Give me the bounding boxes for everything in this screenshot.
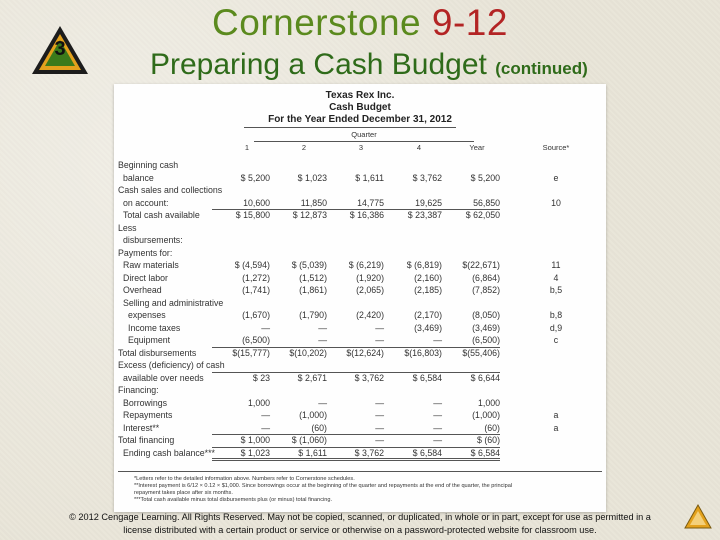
row-value: $ 6,584 [412,372,442,383]
subtotal-rule [384,447,442,448]
row-label: on account: [123,197,169,208]
subtotal-rule [442,209,500,210]
next-slide-arrow-icon[interactable] [684,504,712,530]
row-value: — [375,397,384,408]
row-label: Financing: [118,385,159,395]
row-value: $ (60) [477,435,500,445]
row-value: 1,000 [247,397,270,408]
row-value: $ 1,611 [355,172,384,183]
row-value: (6,864) [472,272,500,283]
row-value: — [433,397,442,408]
row-value: $ 6,584 [470,447,500,458]
row-value: $ 62,050 [465,210,500,220]
row-source: e [553,172,559,183]
row-value: 11,850 [300,197,327,208]
row-value: (1,741) [242,285,270,295]
row-value: 19,625 [415,197,442,208]
quarter-rule-bottom [254,141,474,142]
row-label: Interest** [123,422,160,433]
row-label: Ending cash balance*** [123,447,215,458]
row-value: (3,469) [414,322,442,333]
subtotal-rule [442,372,500,373]
total-double-rule [384,458,442,461]
subtotal-rule [326,347,384,348]
row-label: balance [123,172,154,183]
row-value: — [261,422,270,433]
row-value: (60) [484,422,500,433]
row-source: b,5 [549,285,563,295]
row-value: — [318,322,327,333]
row-value: $ 1,023 [297,172,327,183]
subtotal-rule [442,447,500,448]
slide-title: Cornerstone 9-12 [212,2,508,43]
row-label: Total disbursements [118,347,197,358]
footnote-1: *Letters refer to the detailed information above. Numbers refer to Cornerstone schedules. [134,476,355,482]
row-value: $ 6,644 [470,372,500,383]
row-value: $(15,777) [232,347,270,358]
subtotal-rule [212,209,270,210]
row-label: Equipment [128,335,171,345]
subtotal-rule [384,372,442,373]
column-header: 4 [416,143,422,152]
subtotal-rule [326,372,384,373]
row-label: Total cash available [123,210,200,220]
row-value: — [375,335,384,345]
subtotal-rule [442,347,500,348]
row-value: $ 1,611 [298,447,327,458]
row-value: (3,469) [472,322,500,333]
row-label: disbursements: [123,235,183,245]
row-value: — [261,410,270,420]
total-double-rule [212,458,270,461]
row-label: Beginning cash [118,160,179,170]
row-value: $(55,406) [462,347,500,358]
row-source: 11 [551,260,561,270]
row-label: Borrowings [123,397,168,408]
row-value: $ 3,762 [412,172,442,183]
row-value: — [433,422,442,433]
row-label: Overhead [123,285,162,295]
row-value: $ 3,762 [354,372,384,383]
row-value: (1,670) [242,310,270,320]
row-value: (8,050) [472,310,500,320]
total-double-rule [326,458,384,461]
row-value: (1,272) [242,272,270,283]
subtotal-rule [326,447,384,448]
quarter-rule-left [244,127,456,128]
column-header: 3 [358,143,364,152]
row-value: (60) [311,422,327,433]
row-value: — [375,410,384,420]
row-value: — [433,335,442,345]
subtotal-rule [269,209,327,210]
row-value: $(16,803) [404,347,442,358]
row-label: Repayments [123,410,173,420]
slide-subtitle: Preparing a Cash Budget (continued) [150,48,588,81]
row-value: $(12,624) [346,347,384,358]
subtotal-rule [384,434,442,435]
subtotal-rule [269,434,327,435]
row-value: 10,600 [243,197,270,208]
footnote-rule [118,471,602,472]
column-header: Source* [542,143,570,152]
quarter-header: Quarter [351,130,377,139]
row-value: (1,861) [299,285,327,295]
row-value: $ (1,060) [291,435,327,445]
row-source: a [553,410,559,420]
row-label: Selling and administrative [123,297,224,308]
document-title: Cash Budget [329,102,391,113]
row-source: 4 [553,272,559,283]
row-value: (1,512) [299,272,327,283]
row-value: 1,000 [477,397,500,408]
row-value: (2,185) [414,285,442,295]
row-value: — [261,322,270,333]
copyright-notice: © 2012 Cengage Learning. All Rights Reserved. May not be copied, scanned, or duplicated, in whole or in part, except for use as permitted in a license distributed with a certain product or service or otherwise on a password-protected website for classroom use. [69,512,651,535]
row-value: $ 1,000 [240,435,270,445]
row-value: — [433,410,442,420]
row-value: $ 16,386 [349,210,384,220]
row-value: $(22,671) [462,260,500,270]
row-value: — [318,335,327,345]
column-header: Year [469,143,485,152]
row-value: (1,000) [299,410,327,420]
subtotal-rule [326,209,384,210]
row-value: 14,775 [357,197,384,208]
row-value: $ 15,800 [235,210,270,220]
row-value: — [375,422,384,433]
row-label: Payments for: [118,247,173,258]
row-label: Less [118,222,137,233]
row-label: Raw materials [123,260,179,270]
chapter-number: 3 [54,38,66,60]
row-value: (1,790) [299,310,327,320]
column-header: 2 [301,143,307,152]
row-value: $ 2,671 [297,372,327,383]
row-label: available over needs [123,372,204,383]
subtotal-rule [212,347,270,348]
row-value: (6,500) [242,335,270,345]
row-value: (2,160) [414,272,442,283]
row-value: $ 5,200 [470,172,500,183]
document-period: For the Year Ended December 31, 2012 [268,114,452,125]
cash-budget-document [114,84,606,512]
row-source: 10 [551,197,561,208]
row-label: Income taxes [128,322,181,333]
row-value: $ 3,762 [354,447,384,458]
row-value: $ 1,023 [240,447,270,458]
column-header: 1 [244,143,250,152]
footnote-4: ***Total cash available minus total disbursements plus (or minus) total financing. [134,497,333,503]
row-value: $ (4,594) [234,260,270,270]
row-value: (1,000) [472,410,500,420]
subtotal-rule [212,372,270,373]
row-value: (2,065) [356,285,384,295]
row-value: $ 12,873 [292,210,327,220]
subtotal-rule [212,434,270,435]
row-source: d,9 [549,322,563,333]
row-label: Excess (deficiency) of cash [118,360,225,370]
row-value: $ (5,039) [291,260,327,270]
row-source: c [553,335,559,345]
row-value: $ 5,200 [240,172,270,183]
row-value: — [318,397,327,408]
row-label: Direct labor [123,272,168,283]
row-value: $(10,202) [289,347,327,358]
subtotal-rule [269,372,327,373]
footnote-2: **Interest payment is 6/12 × 0.12 × $1,000. Since borrowings occur at the beginning of the quarter and repayments at the end of the quarter, the principal [134,483,513,489]
row-value: (1,920) [356,272,384,283]
row-value: — [375,435,384,445]
subtotal-rule [384,209,442,210]
total-double-rule [442,458,500,461]
subtotal-rule [326,434,384,435]
row-value: (2,170) [414,310,442,320]
row-value: $ (6,819) [406,260,442,270]
row-source: b,8 [549,310,563,320]
row-value: — [433,435,442,445]
row-label: Total financing [118,435,175,445]
company-name: Texas Rex Inc. [325,90,395,101]
row-value: (2,420) [356,310,384,320]
subtotal-rule [269,447,327,448]
row-value: $ (6,219) [348,260,384,270]
row-value: (7,852) [472,285,500,295]
footnote-3: repayment takes place after six months. [134,490,233,496]
row-value: $ 23,387 [407,210,442,220]
subtotal-rule [212,447,270,448]
subtotal-rule [384,347,442,348]
row-label: Cash sales and collections [118,185,223,195]
row-value: — [375,322,384,333]
row-value: $ 23 [252,372,270,383]
row-value: $ 6,584 [412,447,442,458]
row-value: 56,850 [473,197,500,208]
row-value: (6,500) [472,335,500,345]
subtotal-rule [442,434,500,435]
row-label: expenses [128,310,166,320]
row-source: a [553,422,559,433]
total-double-rule [269,458,327,461]
subtotal-rule [269,347,327,348]
